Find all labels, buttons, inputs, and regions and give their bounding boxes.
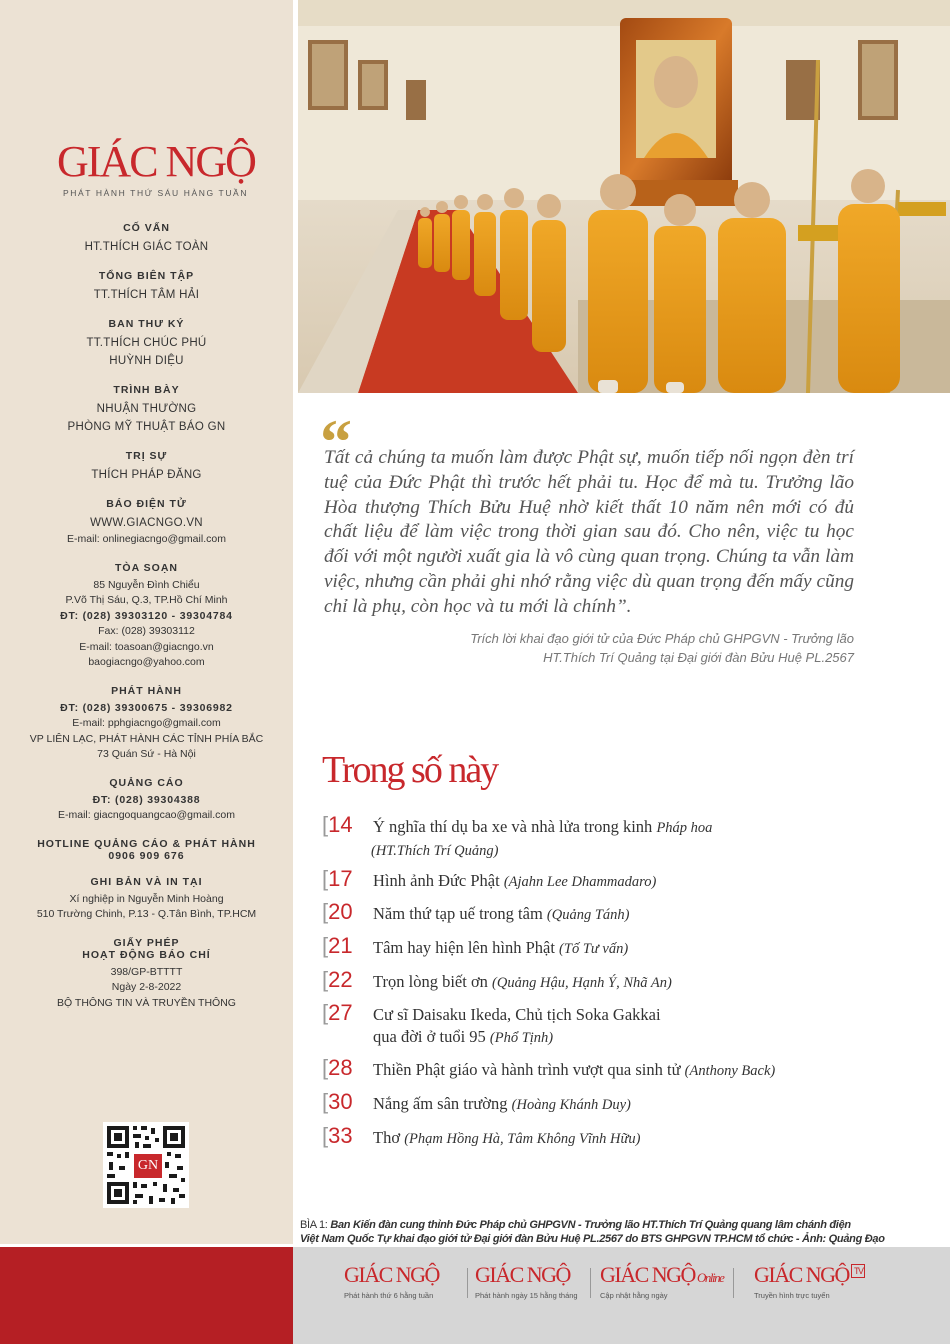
masthead-credits <box>0 222 293 1025</box>
toc-item-title: Tâm hay hiện lên hình Phật (Tố Tư vấn) <box>373 938 629 957</box>
toc-page-number: [22 <box>322 967 353 992</box>
toc-page-number: [30 <box>322 1089 353 1114</box>
cover-caption: BÌA 1: Ban Kiến đàn cung thỉnh Đức Pháp chủ GHPGVN - Trưởng lão HT.Thích Trí Quảng quang lâm chánh điện Việt Nam Quốc Tự khai đạo giới tử Đại giới đàn Bửu Huệ PL.2567 do BTS GHPGVN TP.HCM tổ chức - Ảnh: Quảng Đạo <box>300 1219 885 1245</box>
credit-giay-phep: GIẤY PHÉP HOẠT ĐỘNG BÁO CHÍ 398/GP-BTTTT Ngày 2-8-2022 BỘ THÔNG TIN VÀ TRUYỀN THÔNG <box>57 936 236 1009</box>
credit-bao-dien-tu: BÁO ĐIỆN TỬ WWW.GIACNGO.VN E-mail: onlinegiacngo@gmail.com <box>0 498 293 548</box>
credit-hotline: HOTLINE QUẢNG CÁO & PHÁT HÀNH 0906 909 676 <box>37 837 256 862</box>
credit-tri-su: TRỊ SỰ THÍCH PHÁP ĐĂNG <box>91 450 202 481</box>
quangcao-email[interactable]: E-mail: giacngoquangcao@gmail.com <box>58 809 235 821</box>
footer-logo-online[interactable]: GIÁC NGỘ Online Cập nhật hằng ngày <box>600 1262 724 1300</box>
qr-badge-gn: GN <box>132 1152 164 1180</box>
toc-item-title: Nắng ấm sân trường (Hoàng Khánh Duy) <box>373 1094 631 1113</box>
footer-logo-weekly[interactable]: GIÁC NGỘ Phát hành thứ 6 hằng tuần <box>344 1262 439 1300</box>
toc-item-title: Thiền Phật giáo và hành trình vượt qua sinh tử (Anthony Back) <box>373 1060 776 1079</box>
toc-item-title: Hình ảnh Đức Phật (Ajahn Lee Dhammadaro) <box>373 871 657 890</box>
credit-phat-hanh: PHÁT HÀNH ĐT: (028) 39300675 - 39306982 E-mail: pphgiacngo@gmail.com VP LIÊN LẠC, PHÁT HÀNH CÁC TỈNH PHÍA BẮC 73 Quán Sứ - Hà Nội <box>0 685 293 763</box>
toc-page-number: [14 <box>322 812 353 837</box>
yahoo-email[interactable]: baogiacngo@yahoo.com <box>88 656 205 668</box>
phathanh-email[interactable]: E-mail: pphgiacngo@gmail.com <box>72 717 221 729</box>
toc-heading: Trong số này <box>322 749 498 791</box>
toc-page-number: [33 <box>322 1123 353 1148</box>
logo-giacngo: GIÁC NGỘ <box>57 137 255 186</box>
toc-page-number: [28 <box>322 1055 353 1080</box>
toc-page-number: [27 <box>322 1000 353 1025</box>
toc-page-number: [21 <box>322 933 353 958</box>
toc-item-title: Thơ (Phạm Hồng Hà, Tâm Không Vĩnh Hữu) <box>373 1128 641 1147</box>
quote-mark-icon: “ <box>320 406 352 477</box>
credit-tong-bien-tap: TỔNG BIÊN TẬP TT.THÍCH TÂM HẢI <box>93 270 200 301</box>
masthead-sidebar <box>0 0 293 1244</box>
qr-code[interactable] <box>103 1122 189 1208</box>
credit-quang-cao: QUẢNG CÁO ĐT: (028) 39304388 E-mail: giacngoquangcao@gmail.com <box>0 777 293 824</box>
tv-icon: TV <box>851 1264 866 1278</box>
toc-item-title: Ý nghĩa thí dụ ba xe và nhà lửa trong kinh Pháp hoa <box>373 817 713 836</box>
toc-page-number: [20 <box>322 899 353 924</box>
toc-item-title-cont: qua đời ở tuổi 95 (Phổ Tịnh) <box>373 1027 554 1046</box>
website-link[interactable]: WWW.GIACNGO.VN <box>90 517 203 529</box>
footer-logo-tv[interactable]: GIÁC NGỘ TV Truyền hình trực tuyến <box>754 1264 865 1300</box>
credit-co-van: CỐ VẤN HT.THÍCH GIÁC TOÀN <box>84 222 209 253</box>
procession-illustration <box>298 0 950 393</box>
footer-red-band <box>0 1247 293 1344</box>
footer-logo-monthly[interactable]: GIÁC NGỘ Phát hành ngày 15 hằng tháng <box>475 1262 578 1300</box>
toc-page-number: [17 <box>322 866 353 891</box>
toc-item-title: Năm thứ tạp uế trong tâm (Quảng Tánh) <box>373 904 630 923</box>
toasoan-email[interactable]: E-mail: toasoan@giacngo.vn <box>79 640 214 653</box>
credit-ban-thu-ky: BAN THƯ KÝ TT.THÍCH CHÚC PHÚ HUỲNH DIỆU <box>86 318 207 367</box>
footer-divider <box>467 1268 468 1298</box>
logo-tagline: PHÁT HÀNH THỨ SÁU HÀNG TUẦN <box>63 188 249 198</box>
footer-divider <box>590 1268 591 1298</box>
online-email[interactable]: E-mail: onlinegiacngo@gmail.com <box>67 533 226 545</box>
toc-item-title: Trọn lòng biết ơn (Quảng Hậu, Hạnh Ý, Nhã An) <box>373 972 672 991</box>
footer-divider <box>733 1268 734 1298</box>
cover-photo <box>298 0 950 393</box>
credit-toa-soan: TÒA SOẠN 85 Nguyễn Đình Chiểu P.Võ Thị Sáu, Q.3, TP.Hồ Chí Minh ĐT: (028) 39303120 - 39304784 Fax: (028) 39303112 E-mail: toasoan@giacngo.vn baogiacngo@yahoo.com <box>0 562 293 671</box>
quote-attribution: Trích lời khai đạo giới tử của Đức Pháp chủ GHPGVN - Trưởng lão HT.Thích Trí Quảng tại Đại giới đàn Bửu Huệ PL.2567 <box>470 631 854 665</box>
toc-item-title: Cư sĩ Daisaku Ikeda, Chủ tịch Soka Gakkai <box>373 1005 661 1024</box>
credit-trinh-bay: TRÌNH BÀY NHUẬN THƯỜNG PHÒNG MỸ THUẬT BÁO GN <box>67 384 226 433</box>
credit-in: GHI BẢN VÀ IN TẠI Xí nghiệp in Nguyễn Minh Hoàng 510 Trường Chinh, P.13 - Q.Tân Bình, TP.HCM <box>36 875 257 920</box>
toc-item-author: (HT.Thích Trí Quảng) <box>371 843 499 859</box>
featured-quote: Tất cả chúng ta muốn làm được Phật sự, muốn tiếp nối ngọn đèn trí tuệ của Đức Phật thì trước hết phải tu. Học để mà tu. Trưởng lão Hòa thượng Thích Bửu Huệ nhờ kiết thất 10 năm nên mới có đủ chất liệu để làm việc trong thời gian sau đó. Cho nên, việc tu học đối với một người xuất gia là vô cùng quan trọng. Chúng ta vẫn làm việc, nhưng cần phải ghi nhớ rằng việc dù quan trọng đến mấy cũng chỉ là phụ, còn học và tu mới là chính”. <box>324 447 854 617</box>
